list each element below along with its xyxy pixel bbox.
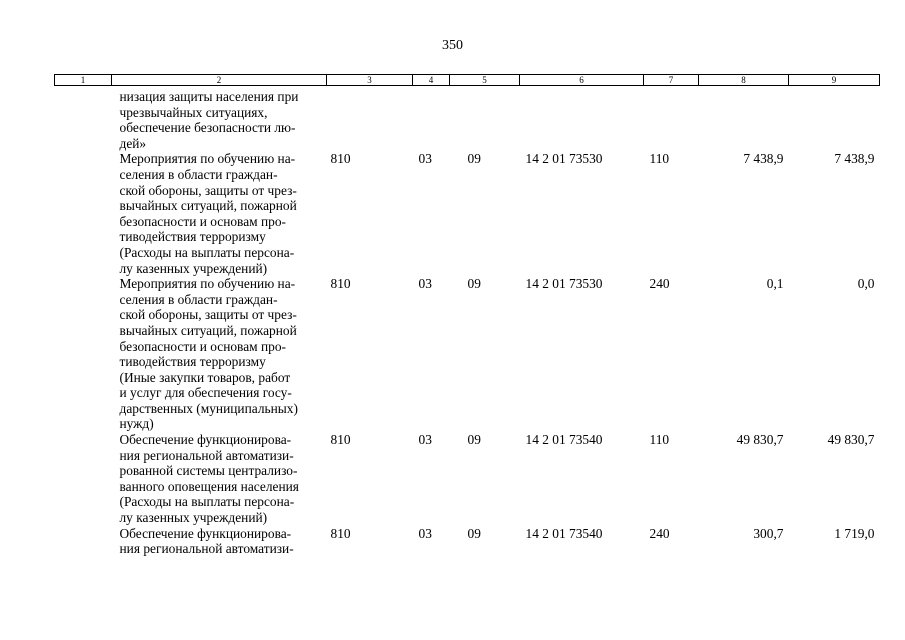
cell-col4: 03 xyxy=(418,151,432,167)
table-row xyxy=(55,526,880,557)
column-header-2: 2 xyxy=(112,75,327,86)
cell-col8 xyxy=(699,86,789,152)
cell-col8: 49 830,7 xyxy=(736,432,784,448)
cell-col3: 810 xyxy=(330,525,351,541)
page-number: 350 xyxy=(442,38,463,53)
cell-col-1 xyxy=(55,151,112,276)
column-header-5: 5 xyxy=(450,75,520,86)
column-header-3: 3 xyxy=(327,75,413,86)
cell-description: Мероприятия по обучению на- селения в области граждан- ской обороны, защиты от чрез- вычайных ситуаций, пожарной безопасности и основам про- тиводействия терроризму (Иные закупки товаров, работ и услуг для обеспечения госу- дарственных (муниципальных) нужд) xyxy=(119,276,298,432)
table-row xyxy=(55,86,880,152)
table-row xyxy=(55,151,880,276)
cell-description: Обеспечение функционирова- ния региональной автоматизи- рованной системы централизо- ванного оповещения населения (Расходы на выплаты персона- лу казенных учреждений) xyxy=(119,432,299,526)
column-number-header xyxy=(55,75,880,86)
cell-col9: 0,0 xyxy=(857,276,875,292)
column-header-9: 9 xyxy=(789,75,880,86)
cell-col6: 14 2 01 73540 xyxy=(525,525,603,541)
table-row xyxy=(55,276,880,432)
table-row xyxy=(55,432,880,526)
column-header-4: 4 xyxy=(413,75,450,86)
budget-table xyxy=(54,74,880,557)
cell-col3: 810 xyxy=(330,432,351,448)
cell-col7 xyxy=(644,86,699,152)
cell-col7: 240 xyxy=(649,276,670,292)
cell-col4: 03 xyxy=(418,525,432,541)
cell-col9: 7 438,9 xyxy=(834,151,875,167)
cell-col-1 xyxy=(55,86,112,152)
column-header-7: 7 xyxy=(644,75,699,86)
cell-col4 xyxy=(413,86,450,152)
cell-description: Мероприятия по обучению на- селения в области граждан- ской обороны, защиты от чрез- вычайных ситуаций, пожарной безопасности и основам про- тиводействия терроризму (Расходы на выплаты персона- лу казенных учреждений) xyxy=(119,151,297,276)
column-header-6: 6 xyxy=(520,75,644,86)
cell-description: Обеспечение функционирова- ния региональной автоматизи- xyxy=(119,525,294,557)
cell-col5: 09 xyxy=(467,525,481,541)
cell-col9: 49 830,7 xyxy=(827,432,875,448)
cell-col-1 xyxy=(55,432,112,526)
cell-col3 xyxy=(327,86,413,152)
cell-col5: 09 xyxy=(467,432,481,448)
cell-col9: 1 719,0 xyxy=(834,525,875,541)
cell-col5: 09 xyxy=(467,151,481,167)
cell-col9 xyxy=(789,86,880,152)
cell-col6: 14 2 01 73530 xyxy=(525,151,603,167)
cell-col4: 03 xyxy=(418,276,432,292)
column-header-1: 1 xyxy=(55,75,112,86)
cell-col5: 09 xyxy=(467,276,481,292)
cell-col6: 14 2 01 73530 xyxy=(525,276,603,292)
cell-col6: 14 2 01 73540 xyxy=(525,432,603,448)
cell-col4: 03 xyxy=(418,432,432,448)
cell-col7: 240 xyxy=(649,525,670,541)
cell-col-1 xyxy=(55,276,112,432)
cell-col8: 300,7 xyxy=(753,525,784,541)
cell-col5 xyxy=(450,86,520,152)
cell-col3: 810 xyxy=(330,151,351,167)
cell-col3: 810 xyxy=(330,276,351,292)
cell-col8: 0,1 xyxy=(766,276,784,292)
cell-col7: 110 xyxy=(649,432,670,448)
column-header-8: 8 xyxy=(699,75,789,86)
cell-col8: 7 438,9 xyxy=(743,151,784,167)
cell-col7: 110 xyxy=(649,151,670,167)
cell-col-1 xyxy=(55,526,112,557)
cell-col6 xyxy=(520,86,644,152)
table-body xyxy=(55,86,880,557)
cell-description: низация защиты населения при чрезвычайных ситуациях, обеспечение безопасности лю- дей» xyxy=(119,89,299,151)
